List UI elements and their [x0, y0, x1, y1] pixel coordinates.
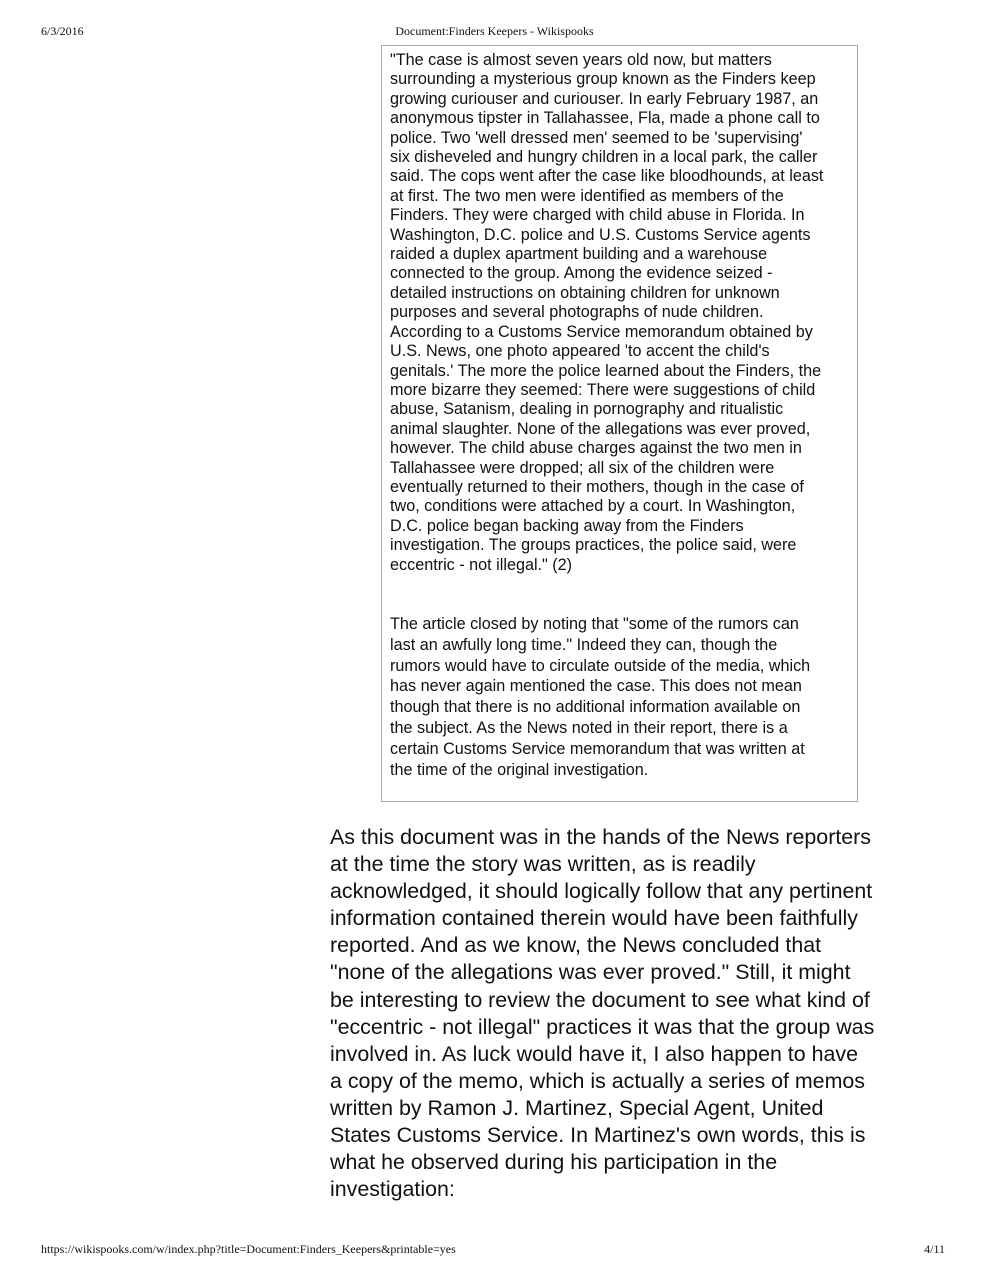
text-line: detailed instructions on obtaining children for unknown	[390, 283, 780, 302]
text-line: has never again mentioned the case. This does not mean	[390, 677, 802, 696]
page-url: https://wikispooks.com/w/index.php?title=Document:Finders_Keepers&printable=yes	[41, 1242, 456, 1256]
text-line: Tallahassee were dropped; all six of the children were	[390, 458, 775, 477]
text-line: surrounding a mysterious group known as the Finders keep	[390, 70, 816, 89]
text-line: the subject. As the News noted in their report, there is a	[390, 718, 788, 737]
text-line: rumors would have to circulate outside of the media, which	[390, 656, 811, 675]
text-line: what he observed during his participation in the	[330, 1150, 778, 1175]
text-line: certain Customs Service memorandum that was written at	[390, 739, 805, 758]
page-number: 4/11	[924, 1242, 945, 1256]
text-line: a copy of the memo, which is actually a series of memos	[330, 1068, 865, 1093]
text-line: eventually returned to their mothers, though in the case of	[390, 477, 804, 496]
text-line: investigation:	[330, 1177, 455, 1202]
text-line: animal slaughter. None of the allegations was ever proved,	[390, 419, 811, 438]
text-line: States Customs Service. In Martinez's own words, this is	[330, 1123, 866, 1148]
text-line: more bizarre they seemed: There were suggestions of child	[390, 380, 816, 399]
body-paragraph	[330, 824, 874, 1203]
text-line: genitals.' The more the police learned about the Finders, the	[390, 361, 822, 380]
page-title: Document:Finders Keepers - Wikispooks	[395, 24, 594, 38]
text-line: said. The cops went after the case like bloodhounds, at least	[390, 167, 824, 186]
quote-paragraph-1	[390, 51, 823, 575]
text-line: Finders. They were charged with child abuse in Florida. In	[390, 206, 805, 225]
text-line: acknowledged, it should logically follow that any pertinent	[330, 879, 873, 904]
text-line: eccentric - not illegal." (2)	[390, 555, 573, 574]
text-line: raided a duplex apartment building and a warehouse	[390, 245, 768, 264]
text-line: involved in. As luck would have it, I also happen to have	[330, 1041, 858, 1066]
text-line: last an awfully long time." Indeed they can, though the	[390, 635, 778, 654]
text-line: anonymous tipster in Tallahassee, Fla, made a phone call to	[390, 109, 820, 128]
print-date: 6/3/2016	[41, 24, 84, 38]
text-line: police. Two 'well dressed men' seemed to be 'supervising'	[390, 128, 803, 147]
text-line: connected to the group. Among the evidence seized -	[390, 264, 773, 283]
text-line: though that there is no additional information available on	[390, 698, 801, 717]
text-line: at first. The two men were identified as members of the	[390, 186, 784, 205]
text-line: reported. And as we know, the News concluded that	[330, 933, 822, 958]
text-line: U.S. News, one photo appeared 'to accent the child's	[390, 342, 770, 361]
text-line: investigation. The groups practices, the police said, were	[390, 536, 797, 555]
text-line: The article closed by noting that "some of the rumors can	[390, 615, 799, 633]
text-line: six disheveled and hungry children in a local park, the caller	[390, 148, 818, 167]
text-line: purposes and several photographs of nude children.	[390, 303, 764, 322]
text-line: "none of the allegations was ever proved." Still, it might	[330, 960, 851, 985]
text-line: "eccentric - not illegal" practices it was that the group was	[330, 1014, 875, 1039]
text-line: information contained therein would have been faithfully	[330, 906, 858, 931]
quote-box	[381, 45, 858, 802]
quote-paragraph-2	[390, 614, 810, 780]
text-line: Washington, D.C. police and U.S. Customs Service agents	[390, 225, 811, 244]
text-line: at the time the story was written, as is readily	[330, 852, 756, 877]
text-line: abuse, Satanism, dealing in pornography and ritualistic	[390, 400, 784, 419]
text-line: the time of the original investigation.	[390, 760, 649, 779]
text-line: growing curiouser and curiouser. In early February 1987, an	[390, 89, 819, 108]
text-line: D.C. police began backing away from the Finders	[390, 516, 744, 535]
text-line: however. The child abuse charges against the two men in	[390, 439, 802, 458]
text-line: written by Ramon J. Martinez, Special Agent, United	[330, 1095, 824, 1120]
text-line: two, conditions were attached by a court. In Washington,	[390, 497, 796, 516]
text-line: As this document was in the hands of the News reporters	[330, 825, 871, 849]
text-line: According to a Customs Service memorandum obtained by	[390, 322, 813, 341]
text-line: be interesting to review the document to see what kind of	[330, 987, 870, 1012]
text-line: "The case is almost seven years old now, but matters	[390, 51, 772, 69]
